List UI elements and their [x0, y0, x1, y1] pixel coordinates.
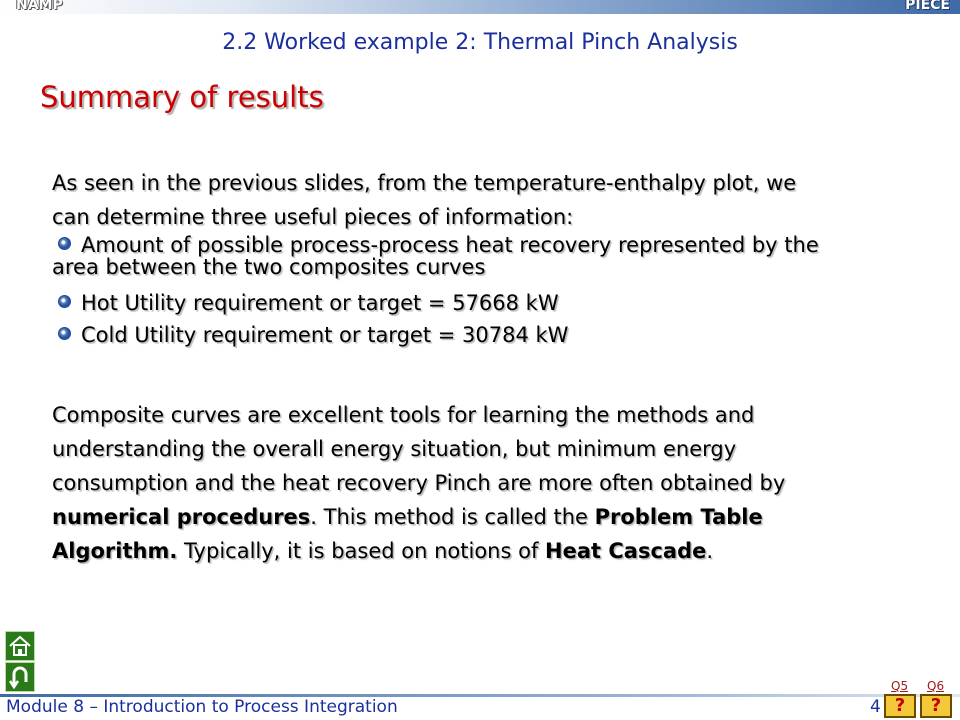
bullet-hot-utility [52, 292, 912, 314]
piece-tag: PIECE [905, 0, 950, 13]
para-line-5-end: . [706, 539, 714, 563]
bullet-heat-recovery [52, 234, 912, 278]
bullet-1-line-1: Amount of possible process-process heat recovery represented by the [81, 233, 819, 257]
home-button[interactable] [5, 631, 35, 661]
term-heat-cascade: Heat Cascade [545, 539, 707, 563]
home-icon [6, 632, 34, 660]
intro-text [52, 166, 912, 234]
para-line-4-text: . This method is called the [310, 505, 595, 529]
bullet-swirl-icon [58, 327, 71, 340]
para-line-5-text: Typically, it is based on notions of [177, 539, 546, 563]
bullet-1-line-2: area between the two composites curves [52, 255, 486, 279]
para-line-2: understanding the overall energy situation, but minimum energy [52, 437, 737, 461]
para-line-3: consumption and the heat recovery Pinch are more often obtained by [52, 471, 786, 495]
para-line-1: Composite curves are excellent tools for learning the methods and [52, 403, 755, 427]
top-banner [0, 0, 960, 14]
q5-question-button[interactable]: ? [884, 694, 916, 718]
para-line-5 [52, 534, 912, 568]
namp-tag: NAMP [16, 0, 63, 13]
bullet-cold-utility [52, 324, 912, 346]
intro-line-1: As seen in the previous slides, from the temperature-enthalpy plot, we [52, 171, 797, 195]
section-title: Summary of results [40, 80, 324, 114]
term-problem-table: Problem Table [594, 505, 763, 529]
term-numerical-procedures: numerical procedures [52, 505, 311, 529]
para-line-4 [52, 500, 912, 534]
slide-title: 2.2 Worked example 2: Thermal Pinch Analysis [222, 30, 738, 55]
back-button[interactable] [5, 662, 35, 692]
bullet-3-text: Cold Utility requirement or target = 30784 kW [81, 323, 569, 347]
page-number: 4 [870, 697, 881, 717]
bullet-2-text: Hot Utility requirement or target = 57668 kW [81, 291, 559, 315]
module-footer: Module 8 – Introduction to Process Integration [6, 697, 398, 717]
term-algorithm: Algorithm. [52, 539, 178, 563]
bullet-swirl-icon [58, 295, 71, 308]
q5-link[interactable]: Q5 [891, 679, 909, 693]
summary-paragraph [52, 398, 912, 568]
q6-link[interactable]: Q6 [927, 679, 945, 693]
u-turn-back-icon [6, 663, 34, 691]
q6-question-button[interactable]: ? [920, 694, 952, 718]
intro-line-2: can determine three useful pieces of information: [52, 205, 574, 229]
bullet-swirl-icon [58, 237, 71, 250]
